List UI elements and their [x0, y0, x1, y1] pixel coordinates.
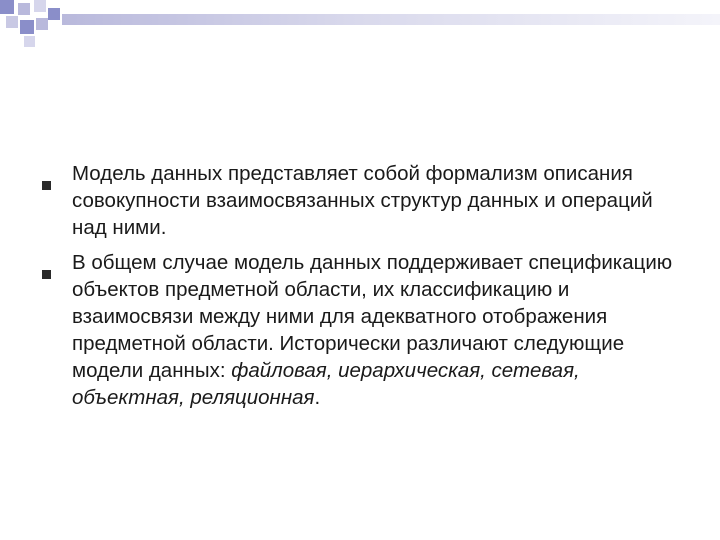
decor-square-7 [36, 18, 48, 30]
top-gradient-bar [62, 14, 720, 25]
decor-square-1 [0, 0, 14, 14]
decor-square-6 [20, 20, 34, 34]
bullet-item-1 [40, 160, 690, 241]
bullet-list [40, 160, 690, 419]
bullet-text-2-main: В общем случае модель данных поддерживает спецификацию объектов предметной области, их классификацию и взаимосвязи между ними для адекватного отображения предметной области. Исторически различают следующие модели данных: [72, 251, 673, 382]
square-bullet-icon [42, 259, 51, 268]
decor-square-8 [24, 36, 35, 47]
decor-square-2 [18, 3, 30, 15]
data-model-types: файловая, иерархическая, сетевая, объектная, реляционная [72, 359, 580, 409]
bullet-item-2 [40, 249, 690, 411]
bullet-text-1: Модель данных представляет собой формализм описания совокупности взаимосвязанных структур данных и операций над ними. [72, 162, 653, 239]
decor-square-3 [34, 0, 46, 12]
bullet-text-2 [72, 249, 690, 411]
square-bullet-icon [42, 170, 51, 179]
decor-square-4 [48, 8, 60, 20]
decor-square-5 [6, 16, 18, 28]
bullet-text-2-end: . [314, 386, 321, 409]
